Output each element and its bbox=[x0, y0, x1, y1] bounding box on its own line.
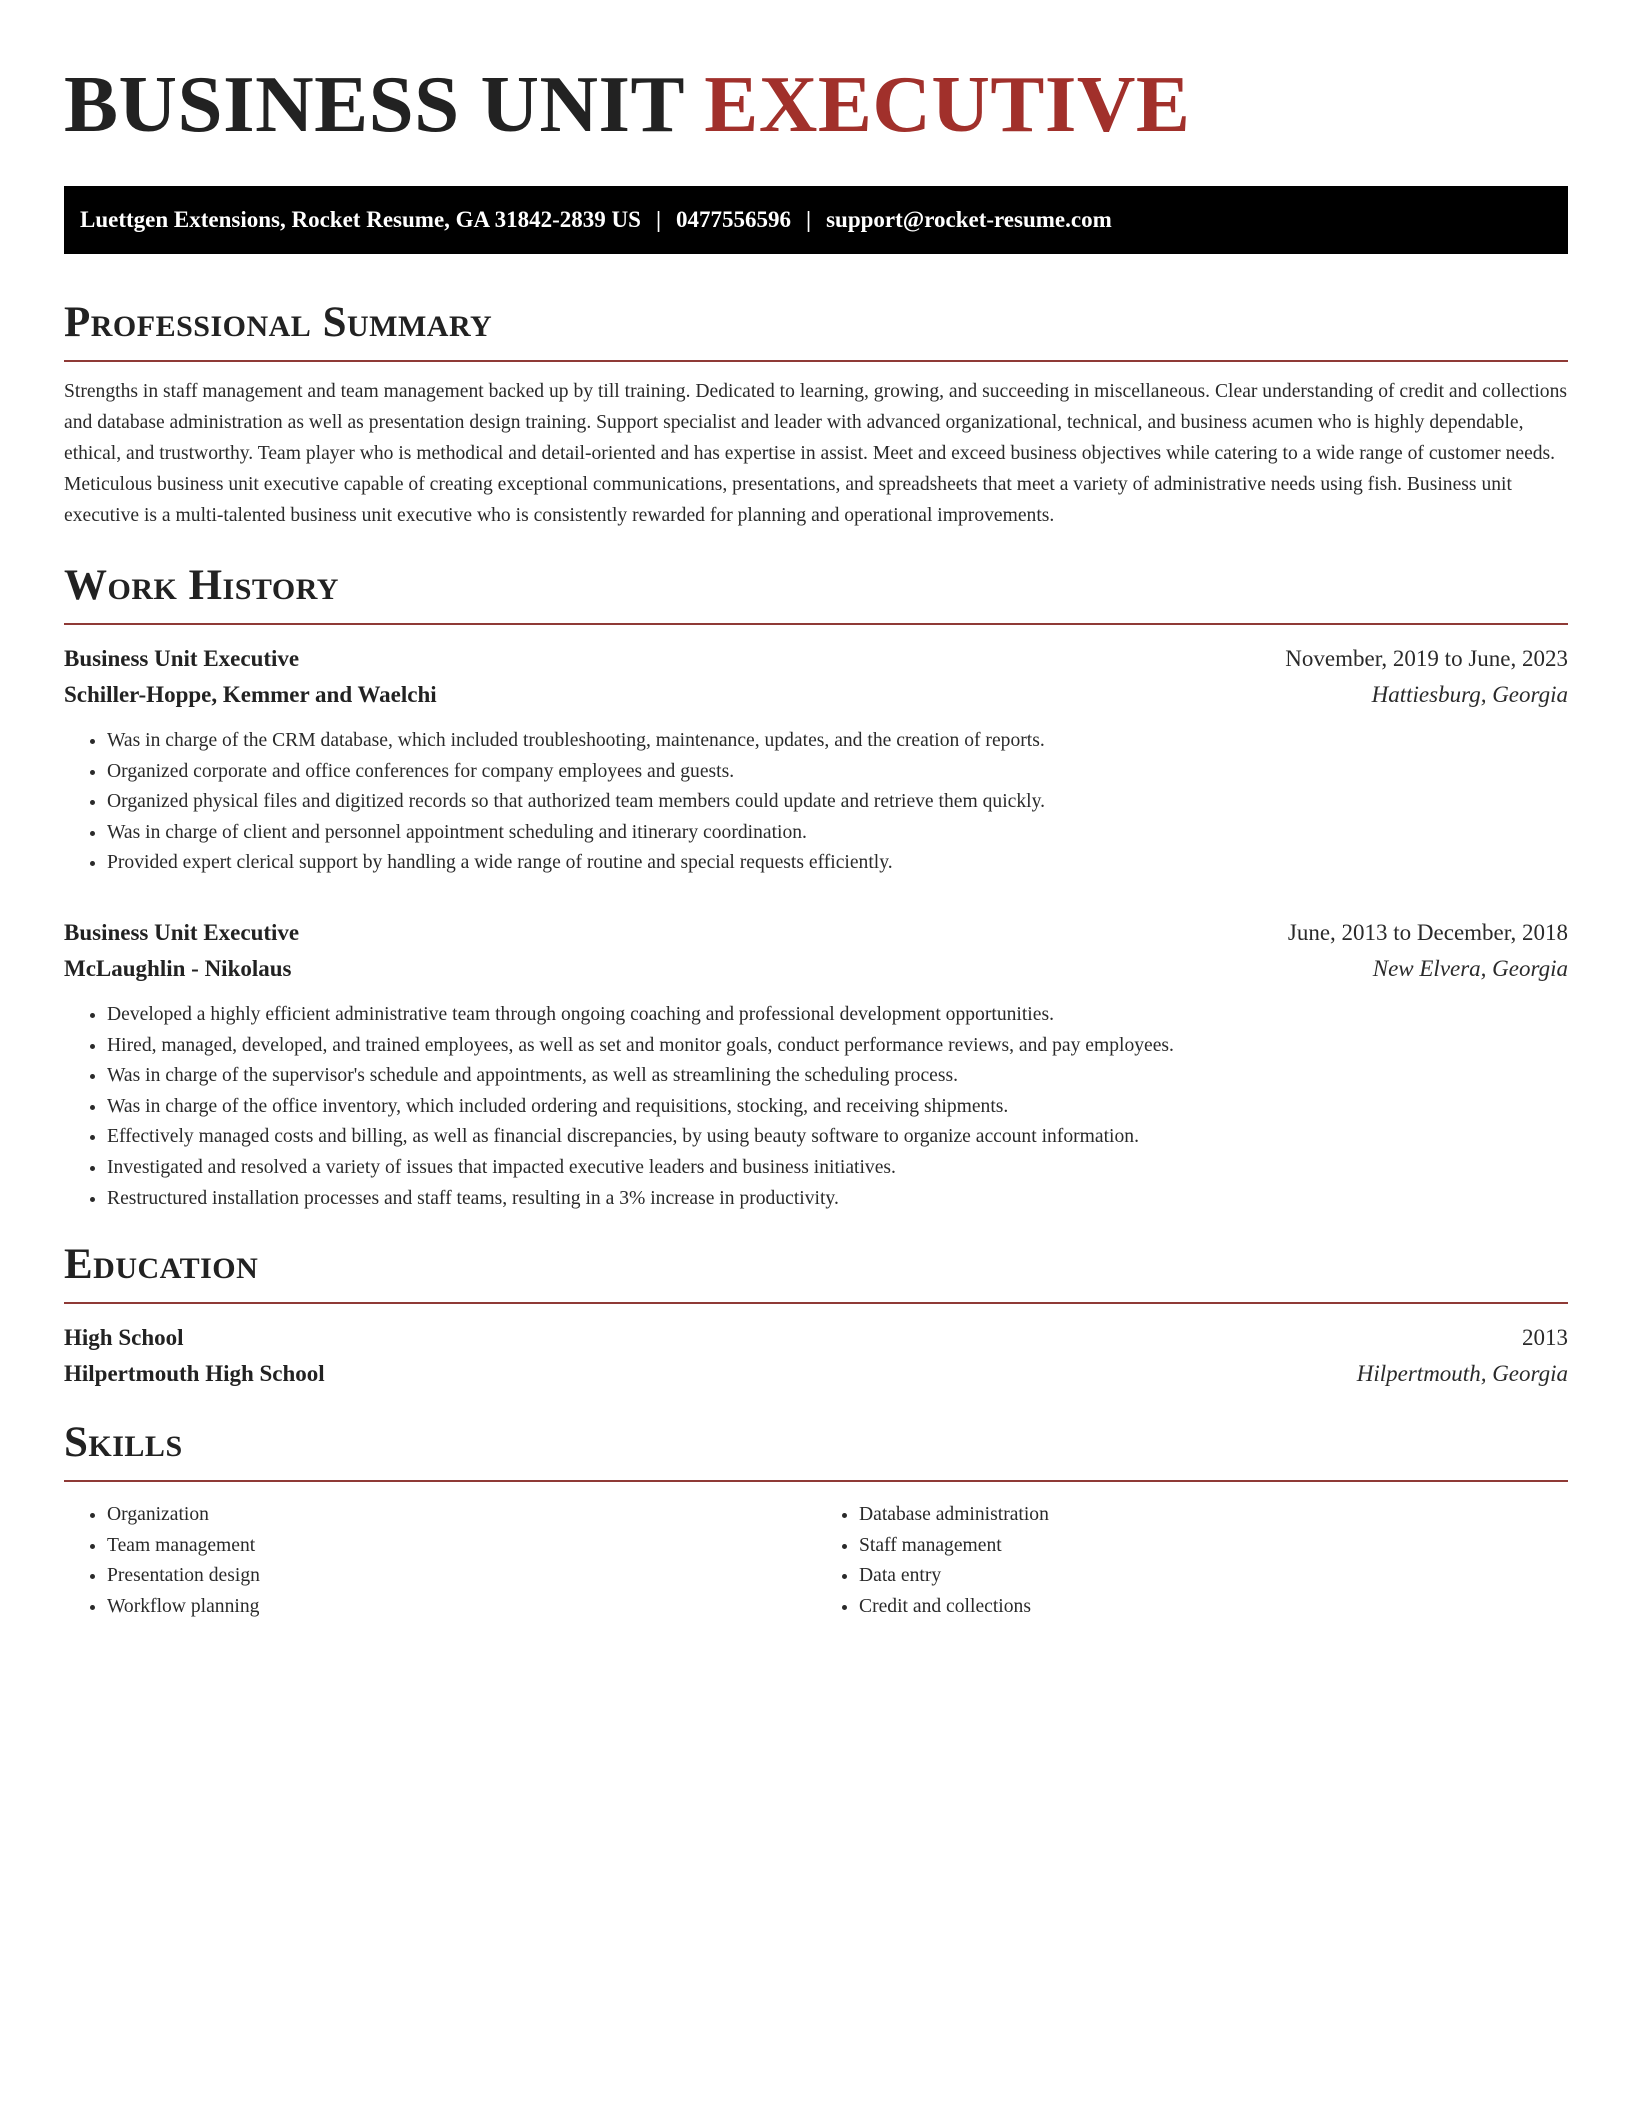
education-entry bbox=[64, 1320, 1568, 1392]
job-company: McLaughlin - Nikolaus bbox=[64, 955, 292, 981]
section-divider bbox=[64, 1480, 1568, 1482]
section-title-summary: Professional Summary bbox=[64, 299, 493, 346]
section-divider bbox=[64, 623, 1568, 625]
work-section bbox=[64, 561, 1568, 1214]
title-part-1: BUSINESS UNIT bbox=[64, 59, 684, 149]
job-title: Business Unit Executive bbox=[64, 646, 300, 671]
list-item: • Investigated and resolved a variety of issues that impacted executive leaders and business initiatives. bbox=[107, 1153, 1568, 1184]
job-company-row bbox=[64, 677, 1568, 713]
skill-item: • Workflow planning bbox=[107, 1592, 816, 1623]
list-item: • Was in charge of the supervisor's schedule and appointments, as well as streamlining the scheduling process. bbox=[107, 1061, 1568, 1092]
job-entry bbox=[64, 641, 1568, 879]
education-head-row bbox=[64, 1320, 1568, 1356]
list-item: • Was in charge of the office inventory, which included ordering and requisitions, stocking, and receiving shipments. bbox=[107, 1092, 1568, 1123]
section-divider bbox=[64, 1302, 1568, 1304]
skill-item: • Organization bbox=[107, 1500, 816, 1531]
job-location: New Elvera, Georgia bbox=[1372, 955, 1568, 981]
skill-item: • Database administration bbox=[859, 1500, 1568, 1531]
resume-title bbox=[64, 56, 1568, 152]
job-bullets bbox=[64, 726, 1568, 879]
summary-section bbox=[64, 298, 1568, 531]
job-head-row bbox=[64, 641, 1568, 677]
education-degree: High School bbox=[64, 1325, 184, 1351]
education-location: Hilpertmouth, Georgia bbox=[1356, 1361, 1568, 1387]
list-item: • Organized corporate and office conferences for company employees and guests. bbox=[107, 757, 1568, 788]
list-item: • Was in charge of client and personnel appointment scheduling and itinerary coordination. bbox=[107, 818, 1568, 849]
job-company: Schiller-Hoppe, Kemmer and Waelchi bbox=[64, 682, 437, 707]
job-entry bbox=[64, 915, 1568, 1214]
list-item: • Was in charge of the CRM database, which included troubleshooting, maintenance, updates, and the creation of reports. bbox=[107, 726, 1568, 757]
education-school-row bbox=[64, 1356, 1568, 1392]
job-title: Business Unit Executive bbox=[64, 919, 300, 945]
job-head-row bbox=[64, 915, 1568, 951]
job-bullets bbox=[64, 1000, 1568, 1214]
section-title-skills: Skills bbox=[64, 1419, 183, 1467]
list-item: • Effectively managed costs and billing, as well as financial discrepancies, by using beauty software to organize account information. bbox=[107, 1122, 1568, 1153]
contact-separator: | bbox=[655, 207, 662, 232]
section-divider bbox=[64, 360, 1568, 362]
skill-item: • Staff management bbox=[859, 1531, 1568, 1562]
list-item: • Restructured installation processes and staff teams, resulting in a 3% increase in productivity. bbox=[107, 1184, 1568, 1215]
education-school: Hilpertmouth High School bbox=[64, 1361, 325, 1387]
contact-email: support@rocket-resume.com bbox=[826, 207, 1112, 232]
list-item: • Hired, managed, developed, and trained employees, as well as set and monitor goals, conduct performance reviews, and pay employees. bbox=[107, 1031, 1568, 1062]
education-year: 2013 bbox=[1522, 1325, 1568, 1351]
summary-text: Strengths in staff management and team management backed up by till training. Dedicated to learning, growing, and succeeding in miscellaneous. Clear understanding of credit and collections and database administration as well as presentation design training. Support specialist and leader with advanced organizational, technical, and business acumen who is highly dependable, ethical, and trustworthy. Team player who is methodical and detail-oriented and has expertise in assist. Meet and exceed business objectives while catering to a wide range of customer needs. Meticulous business unit executive capable of creating exceptional communications, presentations, and spreadsheets that meet a variety of administrative needs using fish. Business unit executive is a multi-talented business unit executive who is consistently rewarded for planning and operational improvements. bbox=[64, 381, 1568, 526]
skills-columns bbox=[64, 1500, 1568, 1622]
job-dates: June, 2013 to December, 2018 bbox=[1287, 919, 1568, 945]
section-title-education: Education bbox=[64, 1241, 259, 1289]
job-company-row bbox=[64, 951, 1568, 987]
title-part-2: EXECUTIVE bbox=[704, 59, 1191, 149]
skills-section bbox=[64, 1418, 1568, 1622]
skills-list-left bbox=[64, 1500, 816, 1622]
skills-list-right bbox=[816, 1500, 1568, 1622]
job-location: Hattiesburg, Georgia bbox=[1371, 682, 1568, 707]
section-title-work: Work History bbox=[64, 562, 339, 609]
list-item: • Developed a highly efficient administrative team through ongoing coaching and professional development opportunities. bbox=[107, 1000, 1568, 1031]
contact-phone: 0477556596 bbox=[676, 207, 792, 232]
list-item: • Organized physical files and digitized records so that authorized team members could update and retrieve them quickly. bbox=[107, 787, 1568, 818]
skill-item: • Team management bbox=[107, 1531, 816, 1562]
skill-item: • Data entry bbox=[859, 1561, 1568, 1592]
education-section bbox=[64, 1240, 1568, 1392]
job-dates: November, 2019 to June, 2023 bbox=[1285, 646, 1568, 671]
contact-address: Luettgen Extensions, Rocket Resume, GA 31842-2839 US bbox=[80, 207, 641, 232]
contact-separator: | bbox=[806, 207, 812, 232]
contact-bar bbox=[64, 186, 1568, 254]
skill-item: • Credit and collections bbox=[859, 1592, 1568, 1623]
skill-item: • Presentation design bbox=[107, 1561, 816, 1592]
list-item: • Provided expert clerical support by handling a wide range of routine and special requests efficiently. bbox=[107, 848, 1568, 879]
